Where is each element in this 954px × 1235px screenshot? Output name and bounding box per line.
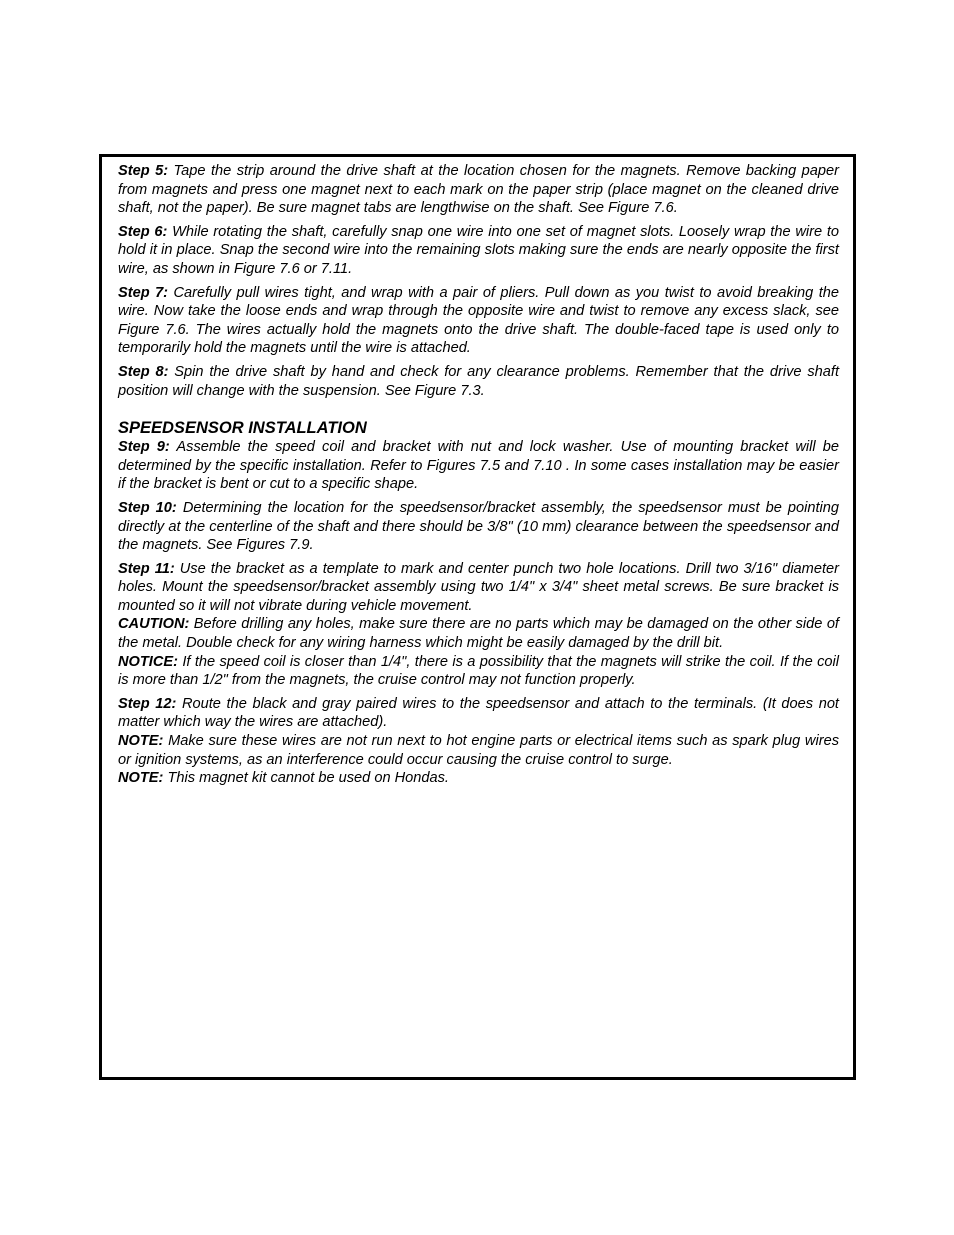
caution-note (118, 615, 839, 652)
document-body (118, 162, 839, 788)
step-12-lead: Step 12: (118, 695, 177, 712)
step-5 (118, 162, 839, 218)
step-11-lead: Step 11: (118, 560, 175, 577)
note-wires (118, 732, 839, 769)
step-11 (118, 560, 839, 616)
step-11-text: Use the bracket as a template to mark and center punch two hole locations. Drill two 3/16" diameter holes. Mount the speedsensor/bracket assembly using two 1/4" x 3/4" sheet metal screws. Be sure bracket is mounted so it will not vibrate during vehicle movement. (118, 560, 839, 614)
note-hondas-lead: NOTE: (118, 770, 164, 787)
step-5-text: Tape the strip around the drive shaft at the location chosen for the magnets. Remove backing paper from magnets and press one magnet next to each mark on the paper strip (place magnet on the cleaned drive shaft, not the paper). Be sure magnet tabs are lengthwise on the shaft. See Figure 7.6. (118, 163, 840, 217)
step-7-lead: Step 7: (118, 284, 169, 301)
step-9-text: Assemble the speed coil and bracket with nut and lock washer. Use of mounting bracket will be determined by the specific installation. Refer to Figures 7.5 and 7.10 . In some cases installation may be easier if the bracket is bent or cut to a specific shape. (118, 439, 840, 493)
step-12-text: Route the black and gray paired wires to the speedsensor and attach to the terminals. (It does not matter which way the wires are attached). (118, 695, 839, 731)
step-8 (118, 363, 839, 400)
note-wires-lead: NOTE: (118, 733, 164, 750)
step-6 (118, 223, 839, 279)
step-7 (118, 284, 839, 358)
step-6-text: While rotating the shaft, carefully snap one wire into one set of magnet slots. Loosely wrap the wire to hold it in place. Snap the second wire into the remaining slots making sure the ends are nearly opposite the first wire, as shown in Figure 7.6 or 7.11. (118, 223, 840, 277)
step-7-text: Carefully pull wires tight, and wrap with a pair of pliers. Pull down as you twist to avoid breaking the wire. Now take the loose ends and wrap through the opposite wire and twist to remove any excess slack, see Figure 7.6. The wires actually hold the magnets onto the drive shaft. The double-faced tape is used only to temporarily hold the magnets until the wire is attached. (118, 284, 839, 357)
note-hondas (118, 769, 839, 788)
step-10 (118, 499, 839, 555)
step-8-lead: Step 8: (118, 363, 169, 380)
step-12 (118, 695, 839, 732)
caution-text: Before drilling any holes, make sure there are no parts which may be damaged on the other side of the metal. Double check for any wiring harness which might be easily damaged by the drill bit. (118, 616, 839, 652)
notice-note (118, 653, 839, 690)
step-9 (118, 438, 839, 494)
note-wires-text: Make sure these wires are not run next to hot engine parts or electrical items such as spark plug wires or ignition systems, as an interference could occur causing the cruise control to surge. (118, 733, 839, 768)
step-10-text: Determining the location for the speedsensor/bracket assembly, the speedsensor must be pointing directly at the centerline of the shaft and there should be 3/8" (10 mm) clearance between the speedsensor and the magnets. See Figures 7.9. (118, 499, 839, 554)
notice-text: If the speed coil is closer than 1/4", there is a possibility that the magnets will strike the coil. If the coil is more than 1/2" from the magnets, the cruise control may not function properly. (118, 653, 839, 689)
step-10-lead: Step 10: (118, 499, 177, 516)
step-6-lead: Step 6: (118, 223, 168, 240)
caution-lead: CAUTION: (118, 616, 190, 633)
section-heading: SPEEDSENSOR INSTALLATION (118, 419, 367, 438)
step-8-text: Spin the drive shaft by hand and check for any clearance problems. Remember that the drive shaft position will change with the suspension. See Figure 7.3. (118, 363, 839, 399)
notice-lead: NOTICE: (118, 653, 178, 670)
note-hondas-text: This magnet kit cannot be used on Hondas. (163, 770, 449, 787)
step-5-lead: Step 5: (118, 163, 169, 179)
step-9-lead: Step 9: (118, 439, 170, 456)
